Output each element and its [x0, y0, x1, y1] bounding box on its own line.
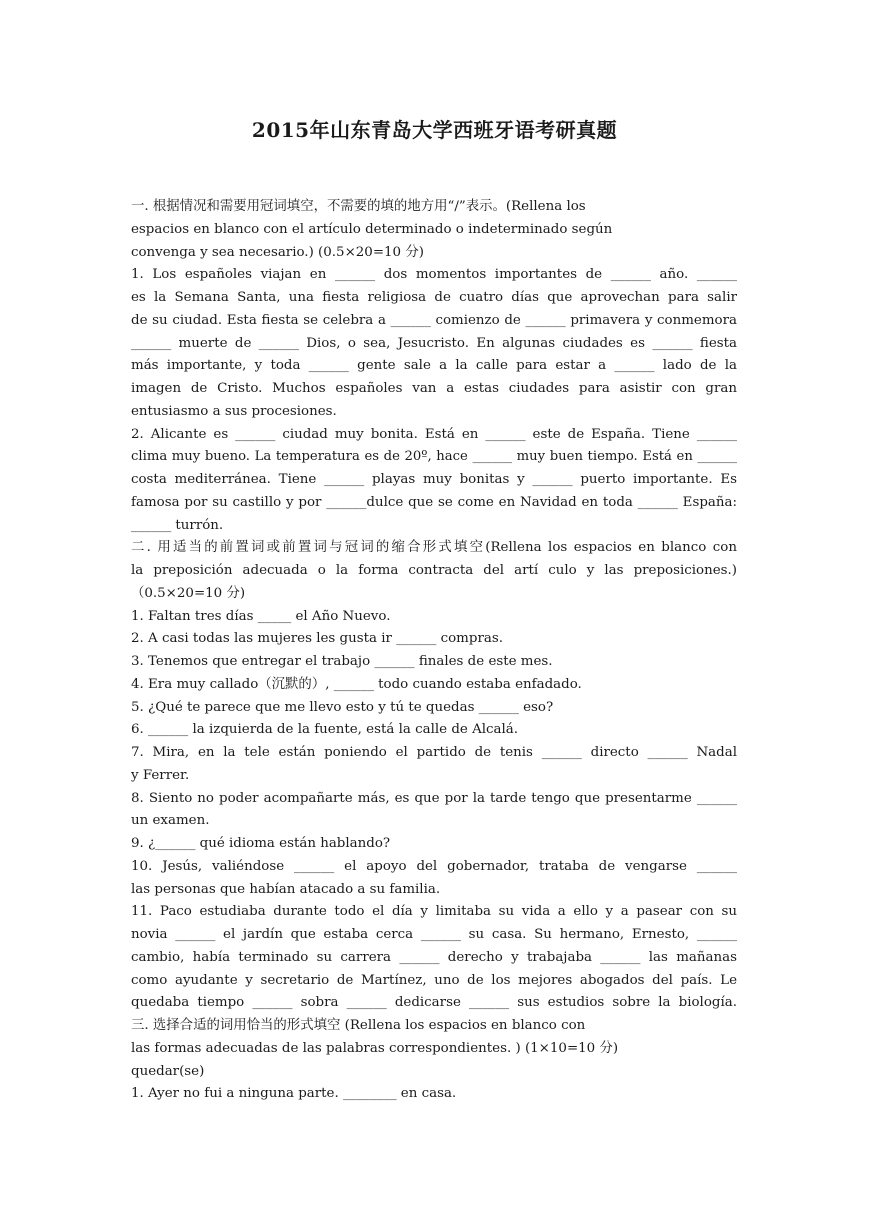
exercise-item: 5. ¿Qué te parece que me llevo esto y tú te quedas ______ eso?	[131, 699, 554, 715]
exercise-item: 4. Era muy callado（沉默的）, ______ todo cuando estaba enfadado.	[131, 676, 582, 692]
exercise-item: las personas que habían atacado a su familia.	[131, 881, 441, 897]
section-1-heading: convenga y sea necesario.) (0.5×20=10 分)	[131, 244, 424, 260]
exercise-item: 9. ¿______ qué idioma están hablando?	[131, 836, 391, 851]
exercise-item: 6. ______ la izquierda de la fuente, está la calle de Alcalá.	[131, 722, 519, 738]
document-title: 2015年山东青岛大学西班牙语考研真题	[251, 118, 618, 142]
exercise-item: 8. Siento no poder acompañarte más, es que por la tarde tengo que presentarme ______	[131, 790, 737, 806]
exercise-item: 2. A casi todas las mujeres les gusta ir ______ compras.	[131, 631, 503, 647]
exercise-item: novia ______ el jardín que estaba cerca ______ su casa. Su hermano, Ernesto, ______	[131, 927, 737, 942]
section-2-heading: la preposición adecuada o la forma contracta del artí culo y las preposiciones.)	[131, 563, 737, 578]
text-line: ______ turrón.	[131, 517, 224, 533]
exercise-item: 1. Faltan tres días _____ el Año Nuevo.	[131, 608, 391, 624]
text-line: entusiasmo a sus procesiones.	[131, 403, 337, 419]
word-prompt: quedar(se)	[131, 1063, 205, 1079]
section-1-heading: espacios en blanco con el artículo determinado o indeterminado según	[131, 221, 613, 237]
section-3-heading: 三. 选择合适的词用恰当的形式填空 (Rellena los espacios en blanco con	[131, 1018, 586, 1033]
exercise-item: cambio, había terminado su carrera ______ derecho y trabajaba ______ las mañanas	[131, 949, 737, 965]
exercise-item: 10. Jesús, valiéndose ______ el apoyo del gobernador, trataba de vengarse ______	[131, 858, 737, 874]
exercise-item: 1. Ayer no fui a ninguna parte. ________ en casa.	[131, 1086, 457, 1102]
section-3-heading: las formas adecuadas de las palabras correspondientes. ) (1×10=10 分)	[131, 1040, 619, 1056]
section-1-heading: 一. 根据情况和需要用冠词填空，不需要的填的地方用“/”表示。(Rellena los	[131, 199, 586, 214]
text-line: más importante, y toda ______ gente sale a la calle para estar a ______ lado de la	[131, 358, 737, 374]
section-2-heading: （0.5×20=10 分)	[131, 585, 246, 601]
exercise-item: 11. Paco estudiaba durante todo el día y limitaba su vida a ello y a pasear con su	[131, 904, 737, 920]
exercise-item: como ayudante y secretario de Martínez, uno de los mejores abogados del país. Le	[131, 972, 737, 988]
exercise-item: y Ferrer.	[131, 767, 190, 783]
text-line: famosa por su castillo y por ______dulce que se come en Navidad en toda ______ España:	[131, 494, 737, 510]
text-line: de su ciudad. Esta fiesta se celebra a ______ comienzo de ______ primavera y conmemora	[131, 312, 737, 328]
text-line: ______ muerte de ______ Dios, o sea, Jesucristo. En algunas ciudades es ______ fiesta	[131, 335, 737, 351]
exercise-item: 3. Tenemos que entregar el trabajo ______ finales de este mes.	[131, 654, 553, 669]
text-line: clima muy bueno. La temperatura es de 20º, hace ______ muy buen tiempo. Está en ______	[131, 449, 737, 465]
document-body	[131, 196, 737, 1106]
exercise-item: quedaba tiempo ______ sobra ______ dedicarse ______ sus estudios sobre la biología.	[131, 995, 737, 1011]
text-line: imagen de Cristo. Muchos españoles van a estas ciudades para asistir con gran	[131, 381, 737, 396]
text-line: costa mediterránea. Tiene ______ playas muy bonitas y ______ puerto importante. Es	[131, 472, 737, 487]
text-line: es la Semana Santa, una fiesta religiosa de cuatro días que aprovechan para salir	[131, 290, 737, 305]
section-2-heading: 二. 用适当的前置词或前置词与冠词的缩合形式填空(Rellena los espacios en blanco con	[131, 540, 737, 556]
text-line: 1. Los españoles viajan en ______ dos momentos importantes de ______ año. ______	[131, 267, 737, 283]
text-line: 2. Alicante es ______ ciudad muy bonita. Está en ______ este de España. Tiene ______	[131, 426, 737, 442]
exercise-item: 7. Mira, en la tele están poniendo el partido de tenis ______ directo ______ Nadal	[131, 745, 737, 760]
exercise-item: un examen.	[131, 813, 210, 829]
